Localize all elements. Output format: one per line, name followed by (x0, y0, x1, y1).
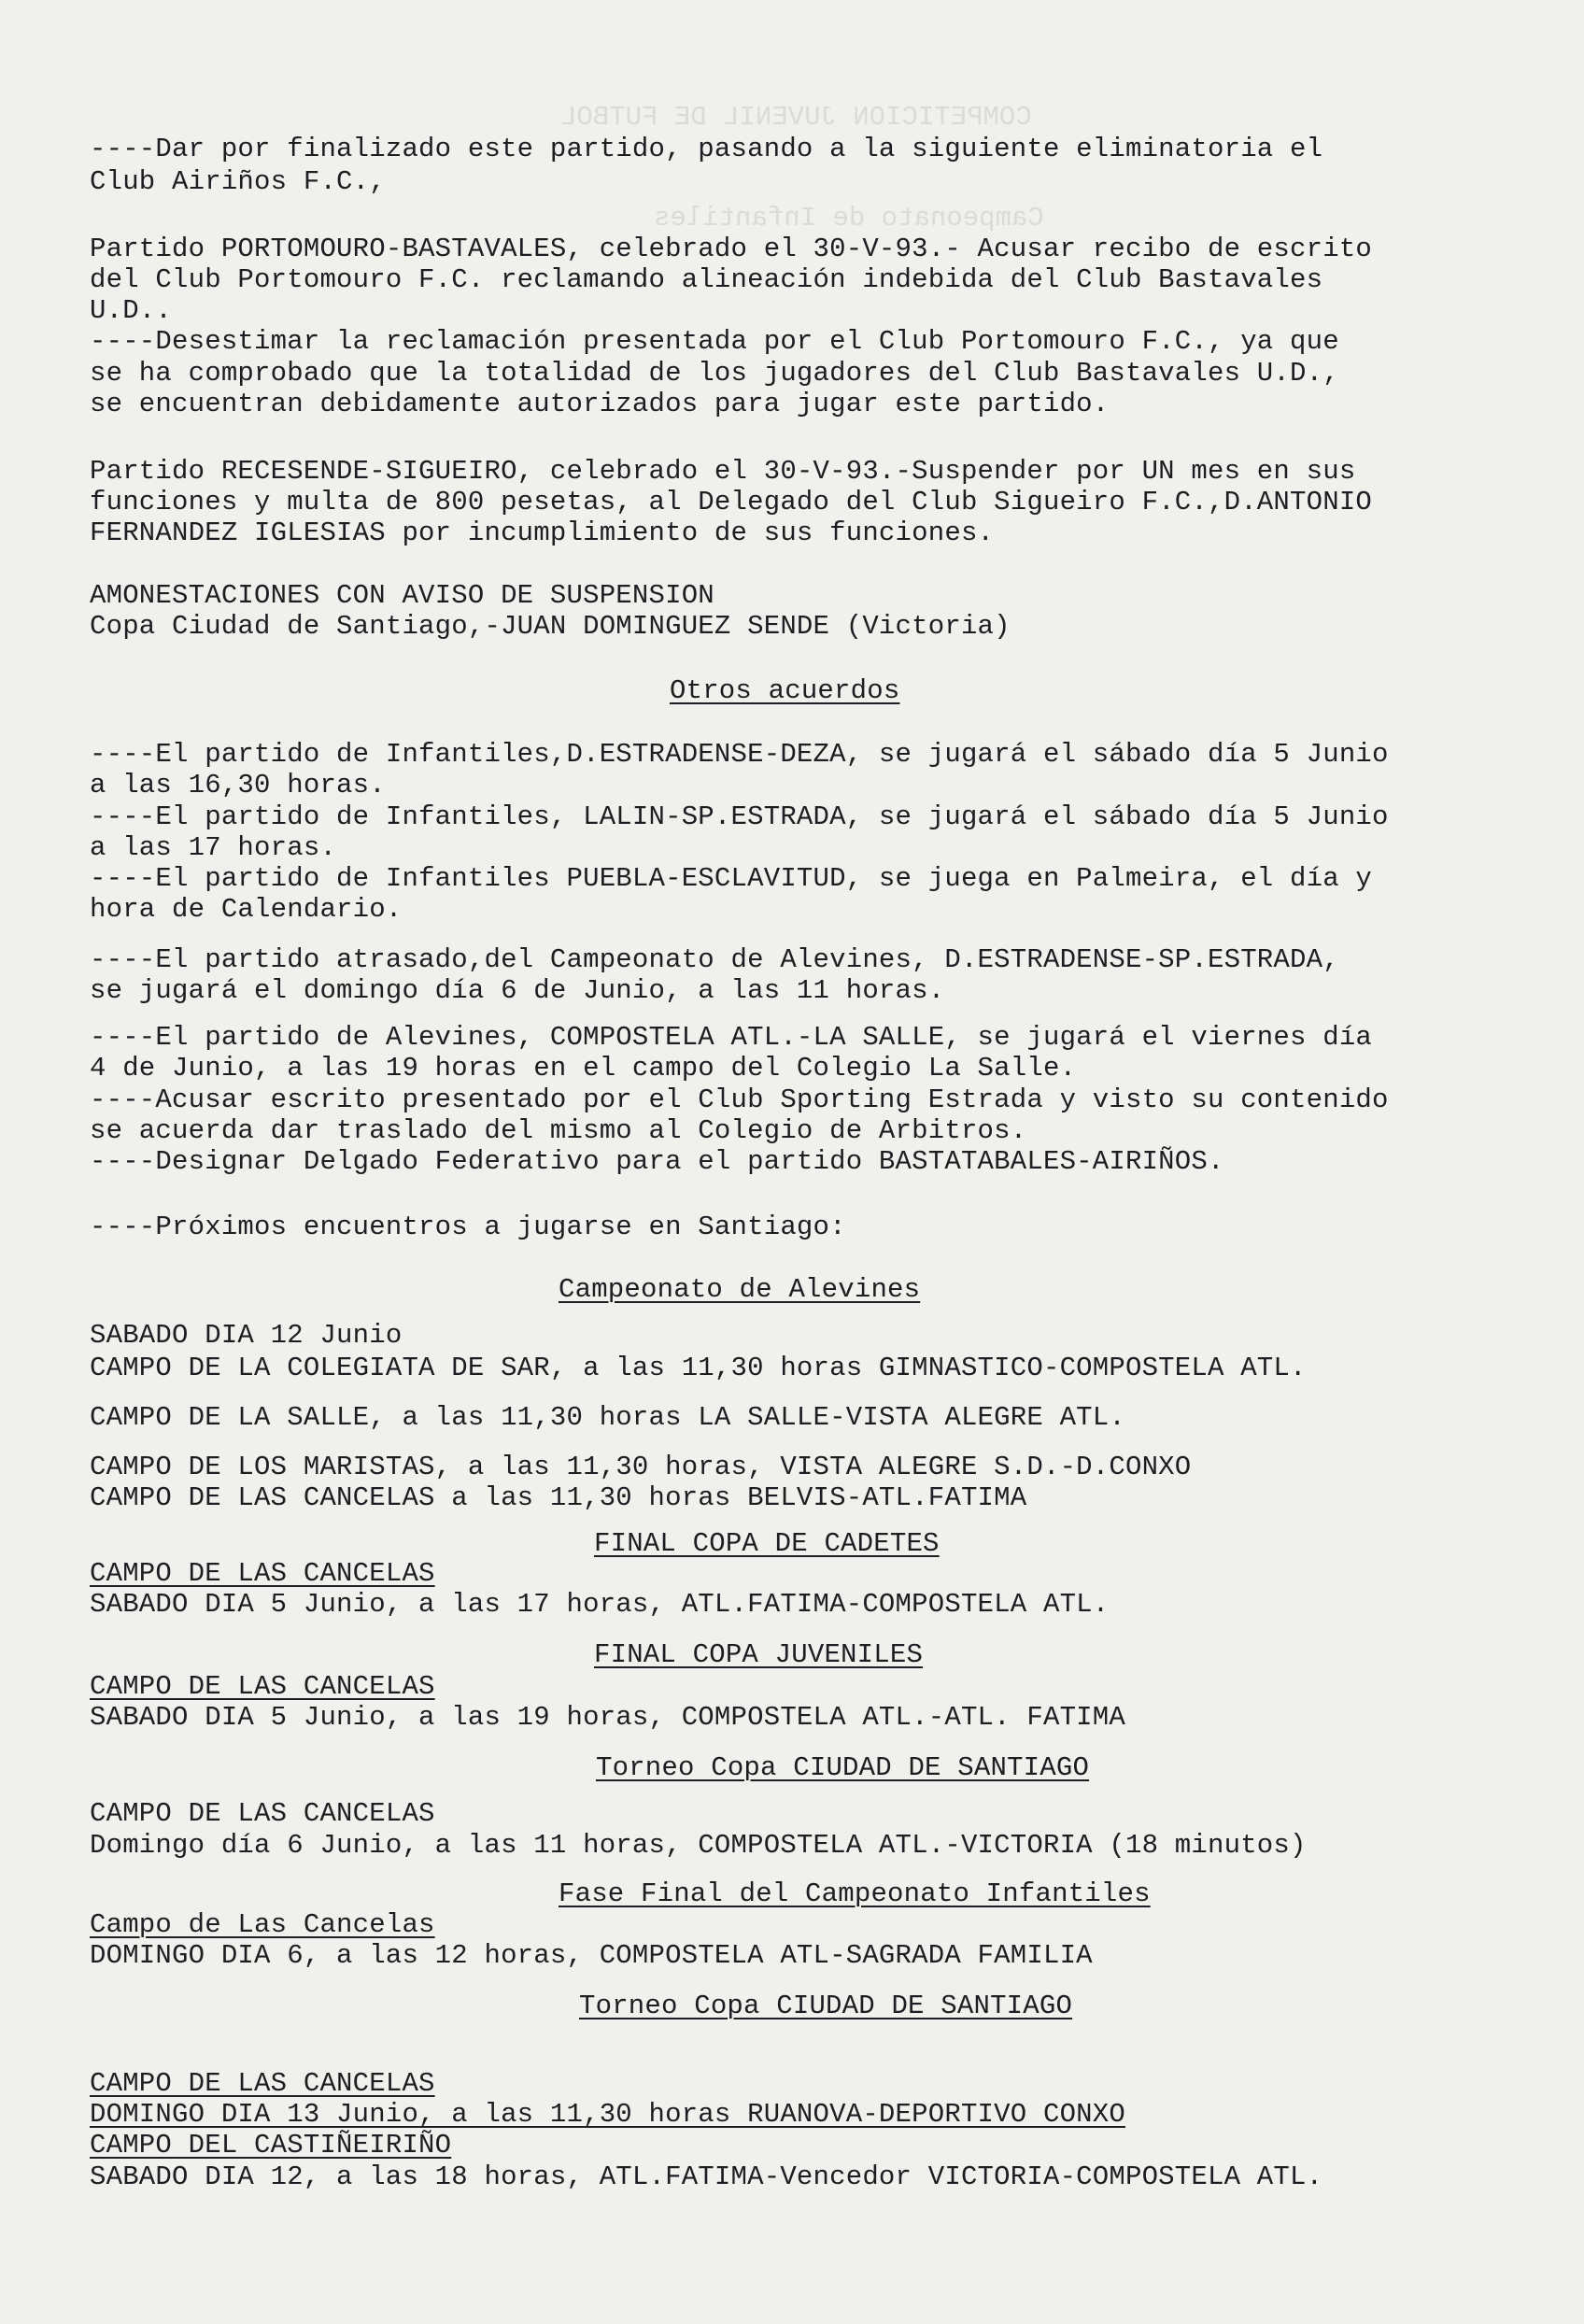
venue-line: CAMPO DE LAS CANCELAS (90, 1671, 435, 1702)
schedule-line: DOMINGO DIA 13 Junio, a las 11,30 horas RUANOVA-DEPORTIVO CONXO (90, 2099, 1125, 2130)
text-line: ----El partido de Alevines, COMPOSTELA ATL.-LA SALLE, se jugará el viernes día (90, 1022, 1373, 1053)
schedule-line: CAMPO DE LOS MARISTAS, a las 11,30 horas, VISTA ALEGRE S.D.-D.CONXO (90, 1452, 1192, 1482)
section-heading: Torneo Copa CIUDAD DE SANTIAGO (596, 1752, 1090, 1783)
text-line: ----Desestimar la reclamación presentada por el Club Portomouro F.C., ya que (90, 326, 1339, 357)
schedule-line: CAMPO DE LAS CANCELAS a las 11,30 horas BELVIS-ATL.FATIMA (90, 1482, 1027, 1513)
text-line: Copa Ciudad de Santiago,-JUAN DOMINGUEZ SENDE (Victoria) (90, 611, 1011, 642)
text-line: se acuerda dar traslado del mismo al Colegio de Arbitros. (90, 1115, 1027, 1146)
text-line: se ha comprobado que la totalidad de los jugadores del Club Bastavales U.D., (90, 358, 1339, 389)
text-line: Partido PORTOMOURO-BASTAVALES, celebrado el 30-V-93.- Acusar recibo de escrito (90, 234, 1373, 264)
text-line: FERNANDEZ IGLESIAS por incumplimiento de sus funciones. (90, 517, 995, 548)
section-heading: Otros acuerdos (670, 675, 900, 706)
text-line: a las 16,30 horas. (90, 770, 386, 801)
text-line: ----El partido de Infantiles PUEBLA-ESCLAVITUD, se juega en Palmeira, el día y (90, 863, 1373, 894)
section-heading: Campeonato de Alevines (559, 1274, 921, 1305)
schedule-line: CAMPO DE LA SALLE, a las 11,30 horas LA SALLE-VISTA ALEGRE ATL. (90, 1402, 1125, 1433)
text-line: a las 17 horas. (90, 832, 337, 863)
text-line: 4 de Junio, a las 19 horas en el campo del Colegio La Salle. (90, 1053, 1077, 1084)
text-line: Club Airiños F.C., (90, 166, 386, 197)
text-line: se jugará el domingo día 6 de Junio, a las 11 horas. (90, 975, 945, 1006)
schedule-line: SABADO DIA 12 Junio (90, 1320, 403, 1351)
text-line: funciones y multa de 800 pesetas, al Delegado del Club Sigueiro F.C.,D.ANTONIO (90, 487, 1373, 517)
text-line: ----Acusar escrito presentado por el Club Sporting Estrada y visto su contenido (90, 1084, 1389, 1115)
schedule-line: SABADO DIA 5 Junio, a las 19 horas, COMPOSTELA ATL.-ATL. FATIMA (90, 1702, 1125, 1733)
section-heading: Fase Final del Campeonato Infantiles (559, 1878, 1151, 1909)
section-heading: FINAL COPA JUVENILES (594, 1639, 924, 1670)
text-line: ----Próximos encuentros a jugarse en Santiago: (90, 1212, 846, 1242)
text-line: ----El partido de Infantiles,D.ESTRADENSE-DEZA, se jugará el sábado día 5 Junio (90, 739, 1389, 770)
section-heading: Torneo Copa CIUDAD DE SANTIAGO (579, 1991, 1073, 2021)
section-heading: FINAL COPA DE CADETES (594, 1528, 940, 1559)
schedule-line: SABADO DIA 12, a las 18 horas, ATL.FATIMA-Vencedor VICTORIA-COMPOSTELA ATL. (90, 2161, 1323, 2192)
text-line: del Club Portomouro F.C. reclamando alineación indebida del Club Bastavales (90, 264, 1323, 295)
text-line: Partido RECESENDE-SIGUEIRO, celebrado el 30-V-93.-Suspender por UN mes en sus (90, 456, 1356, 487)
schedule-line: CAMPO DE LA COLEGIATA DE SAR, a las 11,30 horas GIMNASTICO-COMPOSTELA ATL. (90, 1353, 1307, 1383)
text-line: U.D.. (90, 295, 173, 326)
section-heading: AMONESTACIONES CON AVISO DE SUSPENSION (90, 580, 714, 611)
venue-line: Campo de Las Cancelas (90, 1909, 435, 1940)
text-line: ----Dar por finalizado este partido, pasando a la siguiente eliminatoria el (90, 134, 1323, 164)
venue-line: CAMPO DEL CASTIÑEIRIÑO (90, 2130, 452, 2161)
schedule-line: SABADO DIA 5 Junio, a las 17 horas, ATL.FATIMA-COMPOSTELA ATL. (90, 1589, 1110, 1620)
venue-line: CAMPO DE LAS CANCELAS (90, 1798, 435, 1829)
bleed-through-shadow: COMPETICION JUVENIL DE FUTBOL (560, 102, 1032, 133)
text-line: ----El partido de Infantiles, LALIN-SP.ESTRADA, se jugará el sábado día 5 Junio (90, 801, 1389, 832)
venue-line: CAMPO DE LAS CANCELAS (90, 1558, 435, 1589)
schedule-line: DOMINGO DIA 6, a las 12 horas, COMPOSTELA ATL-SAGRADA FAMILIA (90, 1940, 1093, 1971)
bleed-through-shadow: Campeonato de Infantiles (654, 203, 1044, 234)
schedule-line: Domingo día 6 Junio, a las 11 horas, COMPOSTELA ATL.-VICTORIA (18 minutos) (90, 1830, 1307, 1861)
text-line: ----El partido atrasado,del Campeonato de Alevines, D.ESTRADENSE-SP.ESTRADA, (90, 944, 1339, 975)
text-line: hora de Calendario. (90, 894, 403, 925)
venue-line: CAMPO DE LAS CANCELAS (90, 2068, 435, 2099)
text-line: se encuentran debidamente autorizados para jugar este partido. (90, 389, 1110, 419)
text-line: ----Designar Delgado Federativo para el partido BASTATABALES-AIRIÑOS. (90, 1146, 1224, 1177)
